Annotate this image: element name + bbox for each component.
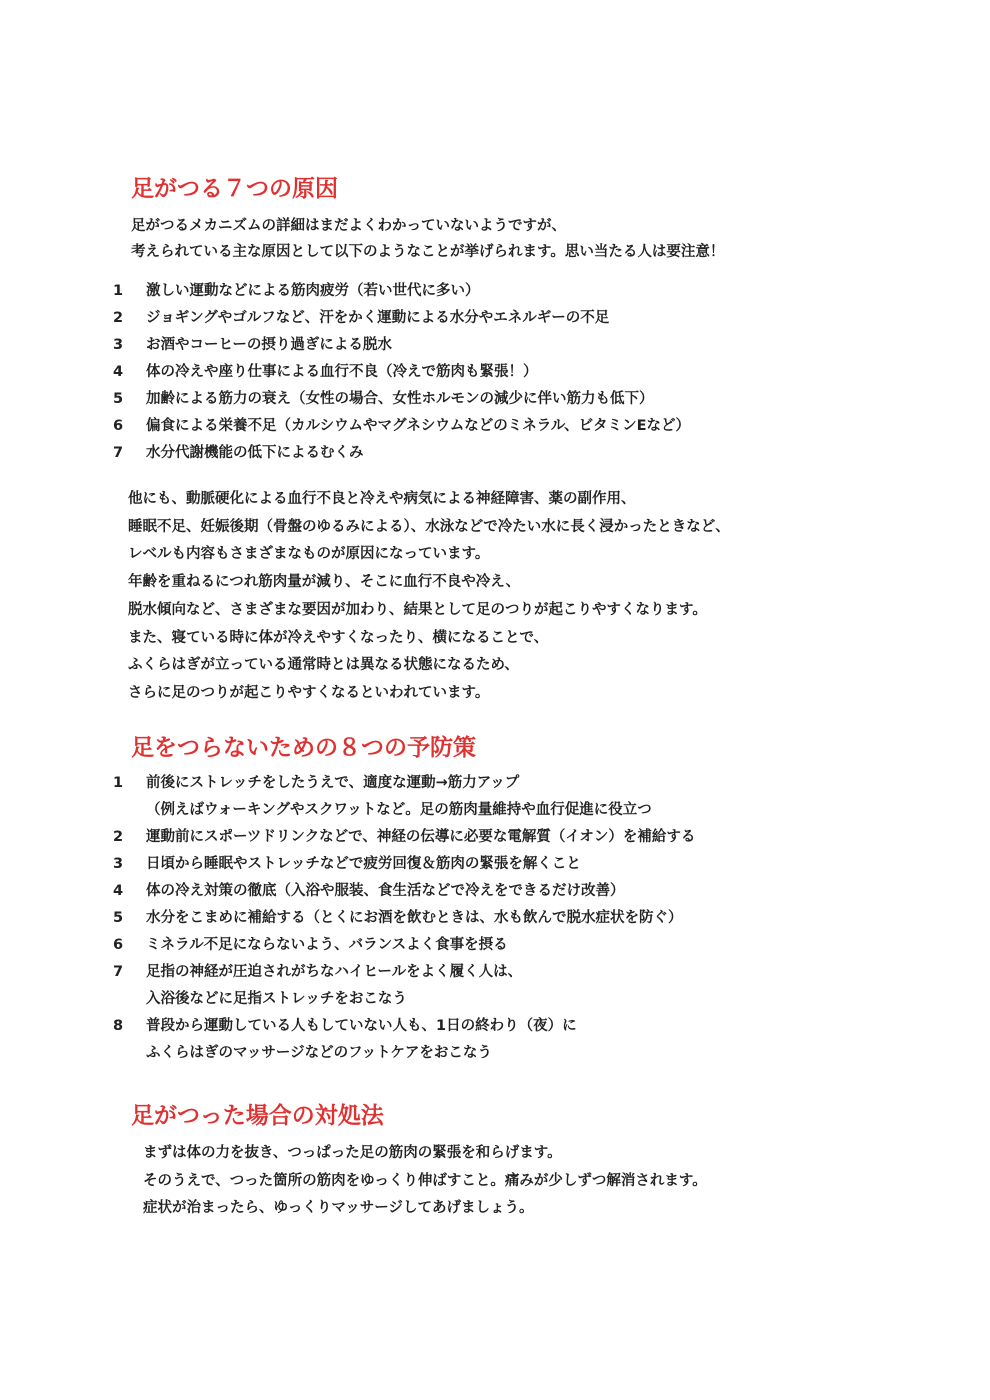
list-item-text: ジョギングやゴルフなど、汗をかく運動による水分やエネルギーの不足 — [146, 310, 610, 326]
list-item-number: 3 — [113, 337, 124, 353]
list-item-text: （例えばウォーキングやスクワットなど。足の筋肉量維持や血行促進に役立つ — [146, 802, 652, 818]
list-item-text: 水分代謝機能の低下によるむくみ — [146, 445, 364, 461]
list-item-number: 1 — [113, 283, 124, 299]
causes-body — [128, 486, 730, 708]
list-item — [113, 932, 695, 959]
causes-list — [113, 278, 690, 467]
list-item — [113, 905, 695, 932]
causes-body-line: また、寝ている時に体が冷えやすくなったり、横になることで、 — [128, 629, 549, 646]
list-item-text: お酒やコーヒーの摂り過ぎによる脱水 — [146, 337, 392, 353]
list-item-number: 7 — [113, 445, 124, 461]
list-item-number: 5 — [113, 910, 124, 926]
list-item — [113, 386, 690, 413]
causes-body-line: レベルも内容もさまざまなものが原因になっています。 — [128, 546, 490, 563]
list-item-number: 2 — [113, 829, 124, 845]
causes-intro-line: 考えられている主な原因として以下のようなことが挙げられます。思い当たる人は要注意！ — [131, 244, 725, 260]
list-item-number: 4 — [113, 364, 124, 380]
list-item-text: 体の冷え対策の徹底（入浴や服装、食生活などで冷えをできるだけ改善） — [146, 883, 625, 899]
list-item-text: 偏食による栄養不足（カルシウムやマグネシウムなどのミネラル、ビタミンEなど） — [146, 418, 691, 434]
list-item — [113, 824, 695, 851]
list-item-text: 前後にストレッチをしたうえで、適度な運動→筋力アップ — [146, 775, 520, 791]
list-item — [113, 305, 690, 332]
list-item-text: 普段から運動している人もしていない人も、1日の終わり（夜）に — [146, 1018, 577, 1034]
remedy-body-line: 症状が治まったら、ゆっくりマッサージしてあげましょう。 — [143, 1200, 534, 1216]
remedy-section-title: 足がつった場合の対処法 — [131, 1103, 384, 1129]
causes-body-line: 年齢を重ねるにつれ筋肉量が減り、そこに血行不良や冷え、 — [128, 574, 521, 591]
list-item-number: 6 — [113, 418, 124, 434]
list-item-text: 加齢による筋力の衰え（女性の場合、女性ホルモンの減少に伴い筋力も低下） — [146, 391, 654, 407]
list-item-number: 1 — [113, 775, 124, 791]
causes-body-line: 睡眠不足、妊娠後期（骨盤のゆるみによる）、水泳などで冷たい水に長く浸かったときなど、 — [128, 518, 730, 535]
list-item-text: ふくらはぎのマッサージなどのフットケアをおこなう — [146, 1045, 492, 1061]
list-item-text: ミネラル不足にならないよう、バランスよく食事を摂る — [146, 937, 508, 953]
list-item-text: 日頃から睡眠やストレッチなどで疲労回復＆筋肉の緊張を解くこと — [146, 856, 581, 872]
list-item-text: 足指の神経が圧迫されがちなハイヒールをよく履く人は、 — [146, 964, 523, 980]
list-item-number: 5 — [113, 391, 124, 407]
causes-section-title: 足がつる７つの原因 — [131, 176, 338, 202]
list-item — [113, 359, 690, 386]
list-item — [113, 332, 690, 359]
causes-body-line: さらに足のつりが起こりやすくなるといわれています。 — [128, 684, 490, 701]
remedy-body-line: そのうえで、つった箇所の筋肉をゆっくり伸ばすこと。痛みが少しずつ解消されます。 — [143, 1172, 707, 1189]
list-item-number: 3 — [113, 856, 124, 872]
list-item — [113, 1013, 695, 1067]
prevention-section-title: 足をつらないための８つの予防策 — [131, 735, 476, 761]
list-item — [113, 878, 695, 905]
list-item-number: 2 — [113, 310, 124, 326]
list-item — [113, 278, 690, 305]
list-item-number: 4 — [113, 883, 124, 899]
list-item-number: 8 — [113, 1018, 124, 1034]
list-item-text: 運動前にスポーツドリンクなどで、神経の伝導に必要な電解質（イオン）を補給する — [146, 829, 696, 845]
causes-intro — [131, 213, 724, 265]
list-item — [113, 959, 695, 1013]
causes-intro-line: 足がつるメカニズムの詳細はまだよくわかっていないようですが、 — [131, 218, 566, 234]
list-item — [113, 770, 695, 824]
list-item-text: 体の冷えや座り仕事による血行不良（冷えで筋肉も緊張！） — [146, 364, 538, 380]
list-item-text: 激しい運動などによる筋肉疲労（若い世代に多い） — [146, 283, 480, 299]
list-item-number: 6 — [113, 937, 124, 953]
causes-body-line: 他にも、動脈硬化による血行不良と冷えや病気による神経障害、薬の副作用、 — [128, 491, 636, 507]
causes-body-line: ふくらはぎが立っている通常時とは異なる状態になるため、 — [128, 657, 519, 674]
remedy-body-line: まずは体の力を抜き、つっぱった足の筋肉の緊張を和らげます。 — [143, 1145, 562, 1161]
list-item-text: 水分をこまめに補給する（とくにお酒を飲むときは、水も飲んで脱水症状を防ぐ） — [146, 910, 683, 926]
list-item-text: 入浴後などに足指ストレッチをおこなう — [146, 991, 407, 1007]
list-item — [113, 413, 690, 440]
prevention-list — [113, 770, 695, 1067]
list-item — [113, 851, 695, 878]
list-item — [113, 440, 690, 467]
remedy-body — [143, 1140, 707, 1223]
causes-body-line: 脱水傾向など、さまざまな要因が加わり、結果として足のつりが起こりやすくなります。 — [128, 601, 707, 618]
list-item-number: 7 — [113, 964, 124, 980]
